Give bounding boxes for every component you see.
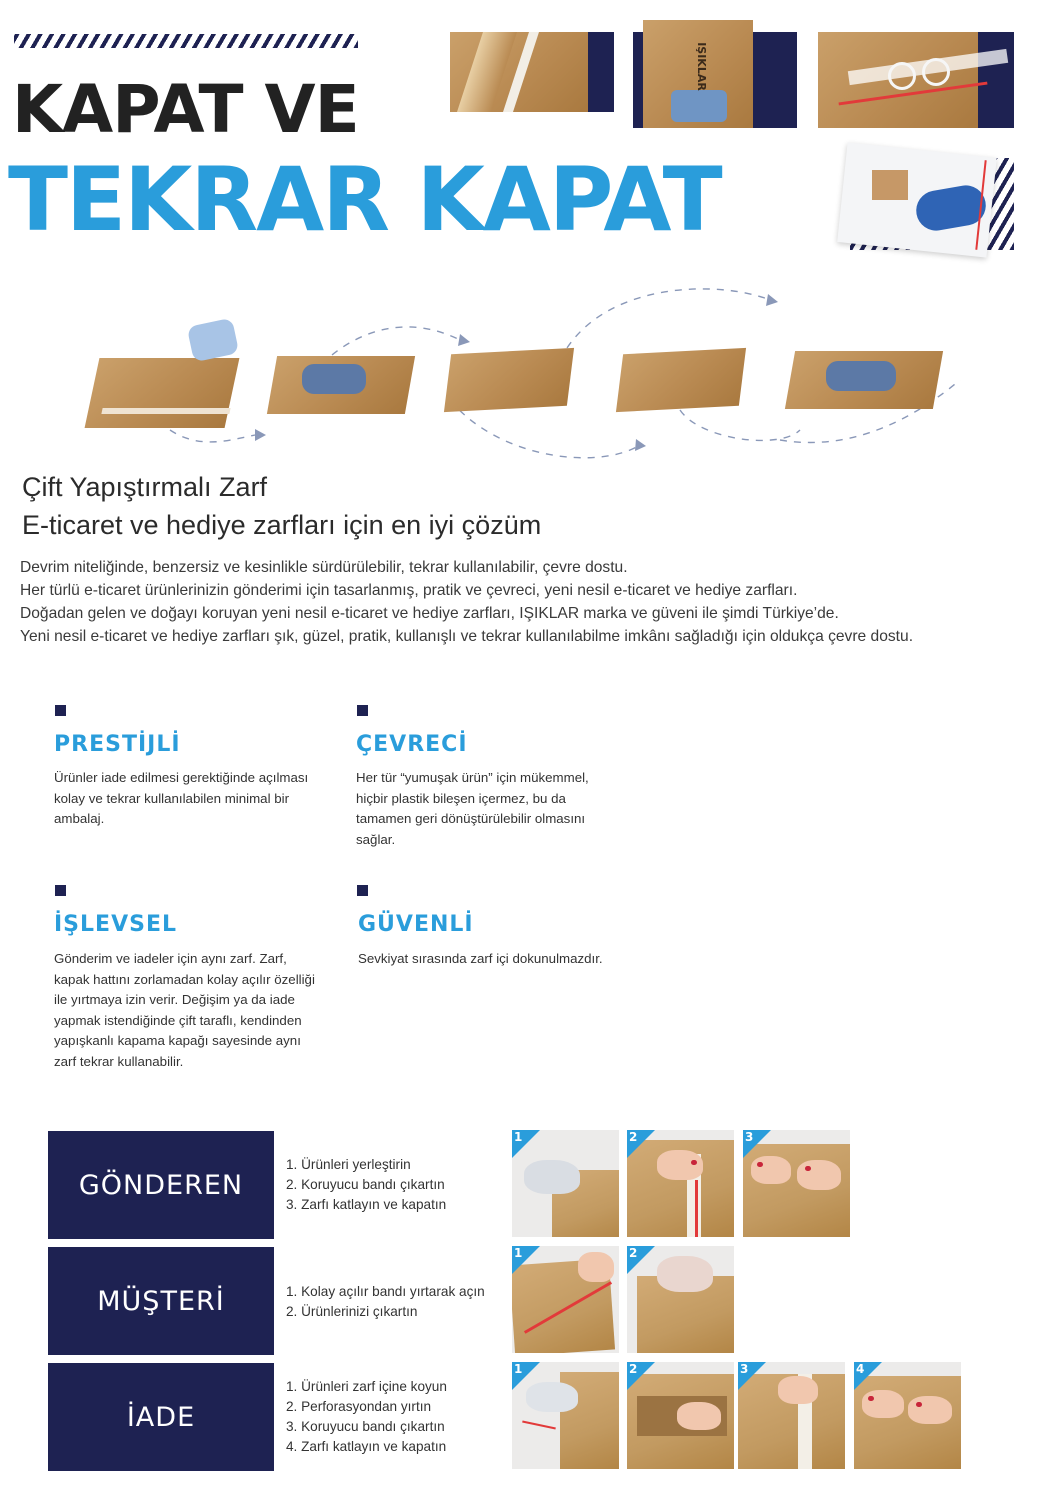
illustration-envelope-3 [448, 345, 572, 411]
process-steps-musteri [286, 1282, 485, 1322]
process-step: 1. Ürünleri yerleştirin [286, 1157, 411, 1172]
step-number: 1 [514, 1130, 523, 1144]
intro-line: Devrim niteliğinde, benzersiz ve kesinlikle sürdürülebilir, tekrar kullanılabilir, çevre dostu. [20, 559, 628, 576]
header-photo-1 [450, 32, 614, 112]
step-photo [627, 1246, 734, 1353]
header-hatch-decoration [14, 34, 358, 48]
feature-bullet-square [357, 705, 368, 716]
feature-text-guvenli: Sevkiyat sırasında zarf içi dokunulmazdır. [358, 951, 603, 966]
feature-bullet-square [55, 885, 66, 896]
process-label-musteri: MÜŞTERİ [48, 1247, 274, 1355]
process-step: 1. Ürünleri zarf içine koyun [286, 1379, 447, 1394]
process-steps-gonderen [286, 1155, 446, 1215]
step-number: 3 [740, 1362, 749, 1376]
step-photo [627, 1362, 734, 1469]
step-number: 2 [629, 1130, 638, 1144]
header-photo-2 [633, 20, 797, 128]
step-photo [743, 1130, 850, 1237]
intro-line: Yeni nesil e-ticaret ve hediye zarfları şık, güzel, pratik, kullanışlı ve tekrar kullanılabilme imkânı sağladığı için oldukça çevre dostu. [20, 628, 914, 645]
header-photo-3 [818, 32, 1014, 128]
illustration-envelope-1 [92, 350, 232, 430]
illustration-envelope-2 [272, 350, 412, 416]
process-step: 4. Zarfı katlayın ve kapatın [286, 1439, 447, 1454]
package-brand-text: IŞIKLAR [694, 42, 708, 91]
feature-bullet-square [357, 885, 368, 896]
header-photo-4 [842, 150, 1014, 258]
feature-title-cevreci: ÇEVRECİ [356, 732, 468, 757]
process-label-gonderen: GÖNDEREN [48, 1131, 274, 1239]
step-photo [512, 1130, 619, 1237]
step-number: 3 [745, 1130, 754, 1144]
feature-title-guvenli: GÜVENLİ [358, 912, 474, 937]
feature-text-prestijli: Ürünler iade edilmesi gerektiğinde açılması kolay ve tekrar kullanılabilen minimal bir ambalaj. [54, 770, 309, 826]
step-number: 2 [629, 1362, 638, 1376]
title-line-2: TEKRAR KAPAT [8, 148, 721, 251]
process-steps-iade [286, 1377, 447, 1457]
step-photo [512, 1362, 619, 1469]
process-step: 3. Koruyucu bandı çıkartın [286, 1419, 445, 1434]
step-photo [854, 1362, 961, 1469]
feature-bullet-square [55, 705, 66, 716]
feature-title-prestijli: PRESTİJLİ [54, 732, 181, 757]
process-step: 2. Koruyucu bandı çıkartın [286, 1177, 445, 1192]
step-number: 1 [514, 1246, 523, 1260]
feature-title-islevsel: İŞLEVSEL [54, 912, 177, 937]
process-step: 2. Perforasyondan yırtın [286, 1399, 432, 1414]
intro-line: Doğadan gelen ve doğayı koruyan yeni nesil e-ticaret ve hediye zarfları, IŞIKLAR marka ve güveni ile şimdi Türkiye’de. [20, 605, 839, 622]
step-number: 4 [856, 1362, 865, 1376]
subheading-tagline: E-ticaret ve hediye zarfları için en iyi çözüm [22, 510, 542, 540]
intro-paragraph [20, 556, 1042, 648]
title-line-1: KAPAT VE [12, 71, 359, 148]
step-number: 1 [514, 1362, 523, 1376]
illustration-envelope-5 [790, 345, 940, 411]
step-photo [738, 1362, 845, 1469]
process-label-iade: İADE [48, 1363, 274, 1471]
feature-text-cevreci: Her tür “yumuşak ürün” için mükemmel, hiçbir plastik bileşen içermez, bu da tamamen geri dönüştürülebilir olmasını sağlar. [356, 770, 589, 847]
intro-line: Her türlü e-ticaret ürünlerinizin gönderimi için tasarlanmış, pratik ve çevreci, yeni nesil e-ticaret ve hediye zarfları. [20, 582, 798, 599]
process-step: 3. Zarfı katlayın ve kapatın [286, 1197, 447, 1212]
process-step: 1. Kolay açılır bandı yırtarak açın [286, 1284, 485, 1299]
step-photo [627, 1130, 734, 1237]
subheading-product-name: Çift Yapıştırmalı Zarf [22, 472, 268, 502]
step-number: 2 [629, 1246, 638, 1260]
feature-text-islevsel: Gönderim ve iadeler için aynı zarf. Zarf, kapak hattını zorlamadan kolay açılır özelliği ile yırtmaya izin verir. Değişim ya da iade yapmak istendiğinde çift taraflı, kendinden yapışkanlı kapama kapağı sayesinde aynı zarf tekrar kullanabilir. [54, 951, 315, 1069]
illustration-envelope-4 [620, 345, 744, 411]
step-photo [512, 1246, 619, 1353]
process-step: 2. Ürünlerinizi çıkartın [286, 1304, 418, 1319]
